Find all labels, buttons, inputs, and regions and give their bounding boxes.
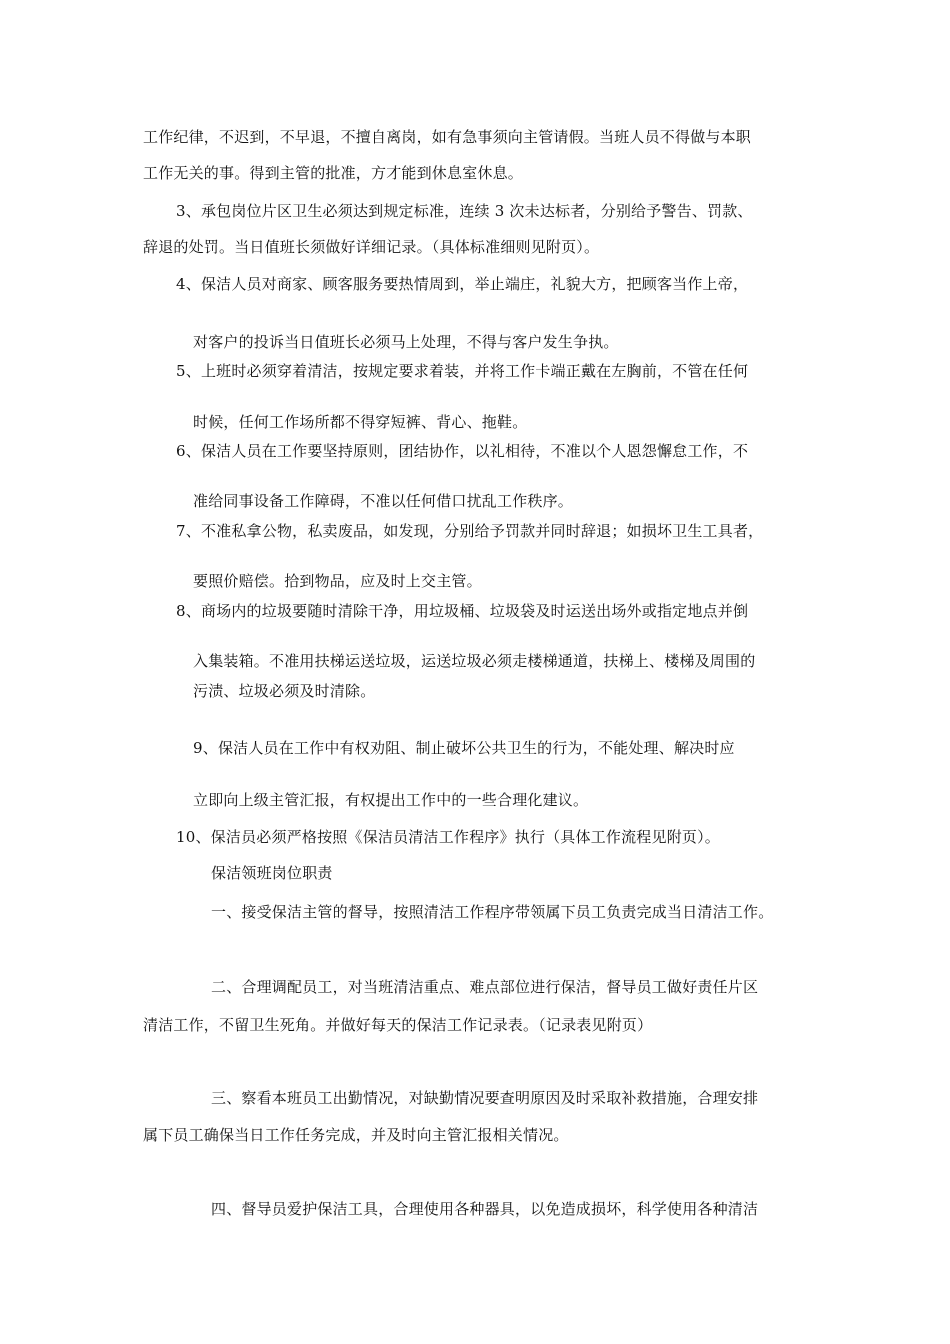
text-line: 属下员工确保当日工作任务完成，并及时向主管汇报相关情况。 (143, 1126, 569, 1144)
text-line: 辞退的处罚。当日值班长须做好详细记录。（具体标准细则见附页）。 (143, 238, 600, 256)
text-line: 一、接受保洁主管的督导，按照清洁工作程序带领属下员工负责完成当日清洁工作。 (211, 903, 774, 921)
text-line: 工作纪律，不迟到，不早退，不擅自离岗，如有急事须向主管请假。当班人员不得做与本职 (143, 128, 752, 146)
text-line: 清洁工作，不留卫生死角。并做好每天的保洁工作记录表。（记录表见附页） (143, 1016, 653, 1034)
text-line: 6、保洁人员在工作要坚持原则，团结协作，以礼相待，不准以个人恩怨懈怠工作，不 (176, 442, 749, 460)
section-heading: 保洁领班岗位职责 (211, 864, 333, 882)
text-line: 5、上班时必须穿着清洁，按规定要求着装，并将工作卡端正戴在左胸前，不管在任何 (176, 362, 749, 380)
text-line: 三、察看本班员工出勤情况，对缺勤情况要查明原因及时采取补救措施，合理安排 (211, 1089, 759, 1107)
text-line: 7、不准私拿公物，私卖废品，如发现，分别给予罚款并同时辞退；如损坏卫生工具者， (176, 522, 764, 540)
text-line: 4、保洁人员对商家、顾客服务要热情周到，举止端庄，礼貌大方，把顾客当作上帝， (176, 275, 749, 293)
text-line: 3、承包岗位片区卫生必须达到规定标准，连续 3 次未达标者，分别给予警告、罚款、 (176, 202, 753, 220)
text-line: 工作无关的事。得到主管的批准，方才能到休息室休息。 (143, 164, 524, 182)
text-line: 二、合理调配员工，对当班清洁重点、难点部位进行保洁，督导员工做好责任片区 (211, 978, 759, 996)
text-line: 立即向上级主管汇报，有权提出工作中的一些合理化建议。 (193, 791, 589, 809)
text-line: 准给同事设备工作障碍，不准以任何借口扰乱工作秩序。 (193, 492, 574, 510)
text-line: 9、保洁人员在工作中有权劝阻、制止破坏公共卫生的行为，不能处理、解决时应 (193, 739, 735, 757)
text-line: 8、商场内的垃圾要随时清除干净，用垃圾桶、垃圾袋及时运送出场外或指定地点并倒 (176, 602, 749, 620)
text-line: 10、保洁员必须严格按照《保洁员清洁工作程序》执行（具体工作流程见附页）。 (176, 828, 720, 846)
text-line: 对客户的投诉当日值班长必须马上处理，不得与客户发生争执。 (193, 333, 619, 351)
text-line: 要照价赔偿。拾到物品，应及时上交主管。 (193, 572, 482, 590)
text-line: 污渍、垃圾必须及时清除。 (193, 682, 376, 700)
text-line: 四、督导员爱护保洁工具，合理使用各种器具，以免造成损坏，科学使用各种清洁 (211, 1200, 759, 1218)
text-line: 入集装箱。不准用扶梯运送垃圾，运送垃圾必须走楼梯通道，扶梯上、楼梯及周围的 (193, 652, 756, 670)
text-line: 时候，任何工作场所都不得穿短裤、背心、拖鞋。 (193, 413, 528, 431)
